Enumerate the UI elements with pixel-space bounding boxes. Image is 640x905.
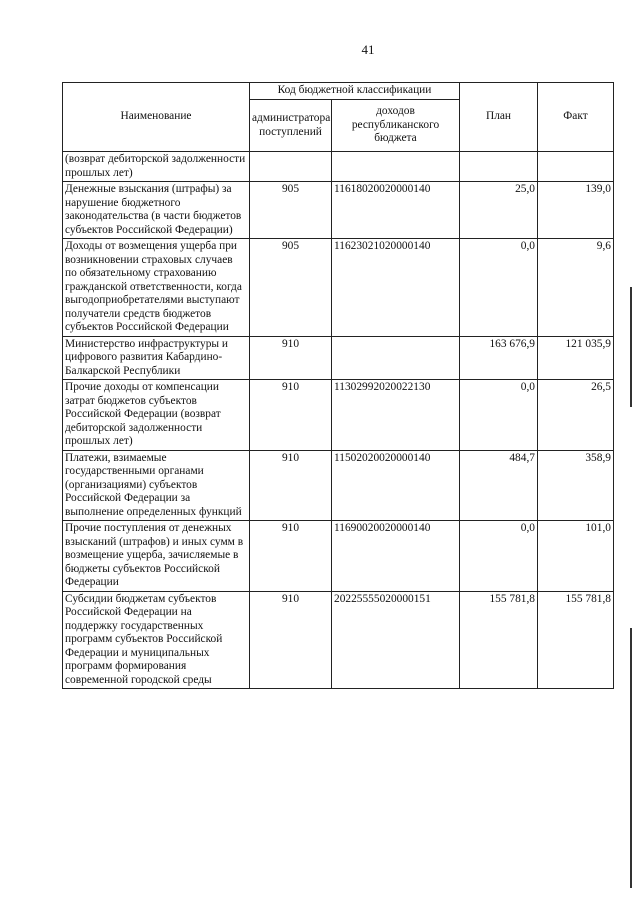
row-plan: 155 781,8 — [460, 591, 538, 689]
row-code — [332, 152, 460, 182]
row-plan: 484,7 — [460, 450, 538, 521]
table-row — [63, 591, 614, 689]
row-admin: 910 — [250, 450, 332, 521]
row-admin: 910 — [250, 380, 332, 451]
row-fact: 101,0 — [538, 521, 614, 592]
table-row — [63, 380, 614, 451]
row-code: 11690020020000140 — [332, 521, 460, 592]
row-plan — [460, 152, 538, 182]
table-row — [63, 182, 614, 239]
row-name: Платежи, взимаемые государственными органами (организациями) субъектов Российской Федерации за выполнение определенных функций — [63, 450, 250, 521]
row-fact: 121 035,9 — [538, 336, 614, 380]
scan-edge-mark — [630, 287, 632, 407]
row-name: Денежные взыскания (штрафы) за нарушение бюджетного законодательства (в части бюджетов субъектов Российской Федерации) — [63, 182, 250, 239]
row-code: 11623021020000140 — [332, 239, 460, 337]
row-name: Субсидии бюджетам субъектов Российской Федерации на поддержку государственных программ субъектов Российской Федерации и муниципальных программ формирования современной городской среды — [63, 591, 250, 689]
row-code: 20225555020000151 — [332, 591, 460, 689]
header-code-group: Код бюджетной классификации — [250, 83, 460, 100]
table-row — [63, 336, 614, 380]
table-row — [63, 239, 614, 337]
row-name: Министерство инфраструктуры и цифрового развития Кабардино-Балкарской Республики — [63, 336, 250, 380]
row-fact: 139,0 — [538, 182, 614, 239]
row-fact: 26,5 — [538, 380, 614, 451]
table-body — [63, 152, 614, 689]
header-name: Наименование — [63, 83, 250, 152]
budget-table — [62, 82, 614, 689]
row-name: Доходы от возмещения ущерба при возникновении страховых случаев по обязательному страхованию гражданской ответственности, когда выгодоприобретателями выступают получатели средств бюджетов субъектов Российской Федерации — [63, 239, 250, 337]
row-fact: 9,6 — [538, 239, 614, 337]
table-row — [63, 450, 614, 521]
page-number: 41 — [361, 42, 375, 57]
table-row — [63, 152, 614, 182]
row-fact: 358,9 — [538, 450, 614, 521]
row-admin: 910 — [250, 336, 332, 380]
row-fact: 155 781,8 — [538, 591, 614, 689]
table-row — [63, 521, 614, 592]
row-code: 11302992020022130 — [332, 380, 460, 451]
row-fact — [538, 152, 614, 182]
scan-edge-mark — [630, 628, 632, 888]
row-admin: 910 — [250, 521, 332, 592]
row-admin: 905 — [250, 182, 332, 239]
row-plan: 25,0 — [460, 182, 538, 239]
row-code: 11618020020000140 — [332, 182, 460, 239]
header-fact: Факт — [538, 83, 614, 152]
header-plan: План — [460, 83, 538, 152]
header-admin: администратора поступлений — [250, 100, 332, 152]
header-income: доходов республиканского бюджета — [332, 100, 460, 152]
row-code: 11502020020000140 — [332, 450, 460, 521]
row-plan: 0,0 — [460, 380, 538, 451]
row-admin: 910 — [250, 591, 332, 689]
row-name: Прочие доходы от компенсации затрат бюджетов субъектов Российской Федерации (возврат дебиторской задолженности прошлых лет) — [63, 380, 250, 451]
row-admin: 905 — [250, 239, 332, 337]
header-row-top — [63, 83, 614, 100]
row-plan: 0,0 — [460, 239, 538, 337]
row-name: (возврат дебиторской задолженности прошлых лет) — [63, 152, 250, 182]
row-admin — [250, 152, 332, 182]
row-name: Прочие поступления от денежных взысканий (штрафов) и иных сумм в возмещение ущерба, зачисляемые в бюджеты субъектов Российской Федерации — [63, 521, 250, 592]
row-plan: 0,0 — [460, 521, 538, 592]
row-plan: 163 676,9 — [460, 336, 538, 380]
row-code — [332, 336, 460, 380]
